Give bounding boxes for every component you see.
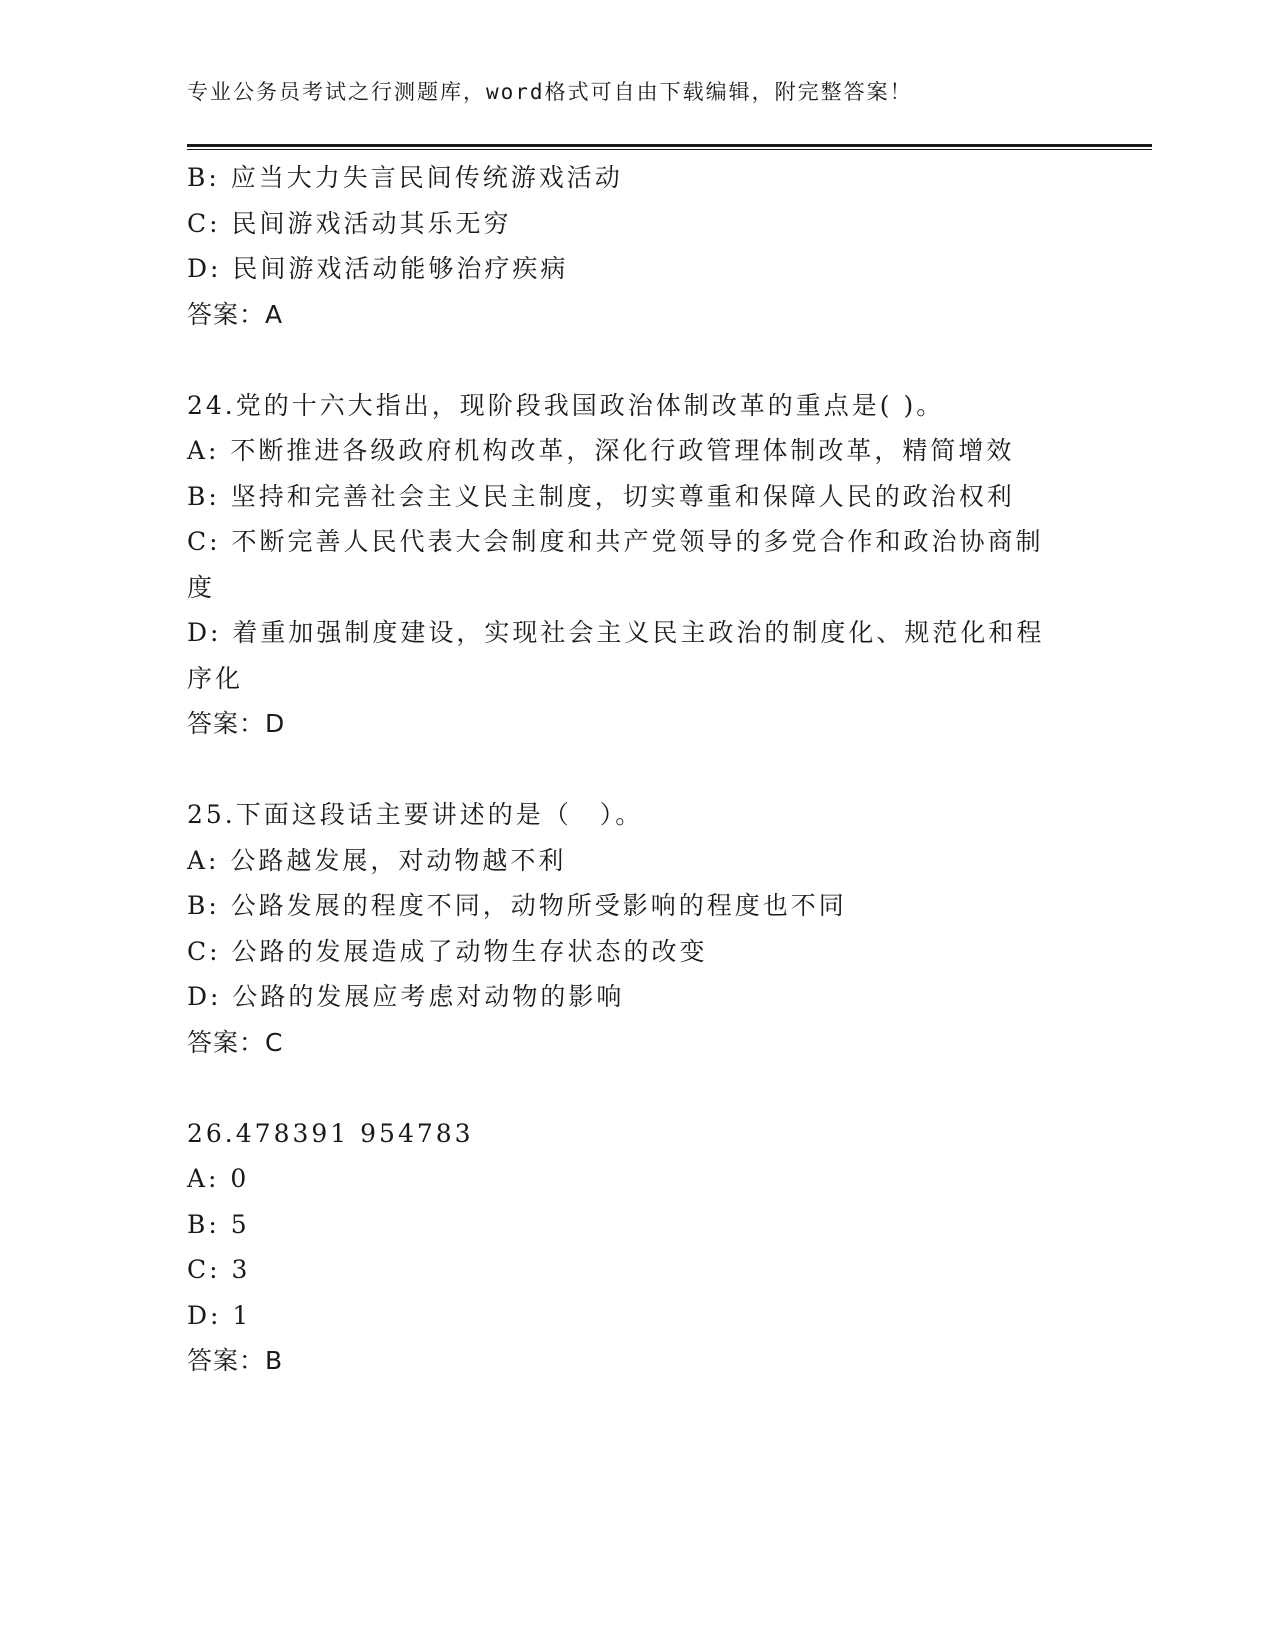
previous-question [187,155,1067,337]
page-header: 专业公务员考试之行测题库，word格式可自由下载编辑，附完整答案！ [187,80,913,104]
option-c: C: 3 [187,1255,251,1284]
question-stem: 25.下面这段话主要讲述的是（ ）。 [187,800,644,829]
answer: 答案：A [187,299,284,329]
question-stem: 26.478391 954783 [187,1118,474,1148]
spacer [187,747,1067,793]
question-stem: 24.党的十六大指出，现阶段我国政治体制改革的重点是( )。 [187,390,945,420]
answer: 答案：D [187,709,286,738]
option-c: C: 不断完善人民代表大会制度和共产党领导的多党合作和政治协商制度 [187,527,1044,602]
option-d: D: 1 [187,1300,252,1330]
option-a: A: 公路越发展，对动物越不利 [187,845,567,875]
option-a: A: 不断推进各级政府机构改革，深化行政管理体制改革，精简增效 [187,436,1015,465]
question-content [187,155,1067,1384]
spacer [187,337,1067,383]
answer: 答案：B [187,1346,284,1375]
option-d: D: 民间游戏活动能够治疗疾病 [187,254,569,283]
option-b: B: 公路发展的程度不同，动物所受影响的程度也不同 [187,891,847,920]
question-25 [187,792,1067,1065]
option-c: C: 民间游戏活动其乐无穷 [187,208,512,238]
option-b: B: 坚持和完善社会主义民主制度，切实尊重和保障人民的政治权利 [187,481,1015,511]
question-26 [187,1111,1067,1384]
spacer [187,1065,1067,1111]
option-b: B: 应当大力失言民间传统游戏活动 [187,163,623,192]
header-divider [187,144,1152,150]
option-b: B: 5 [187,1209,250,1239]
option-c: C: 公路的发展造成了动物生存状态的改变 [187,936,708,966]
option-d: D: 公路的发展应考虑对动物的影响 [187,982,625,1011]
option-d: D: 着重加强制度建设，实现社会主义民主政治的制度化、规范化和程序化 [187,618,1045,693]
question-24 [187,383,1067,747]
option-a: A: 0 [187,1164,250,1193]
answer: 答案：C [187,1027,284,1057]
